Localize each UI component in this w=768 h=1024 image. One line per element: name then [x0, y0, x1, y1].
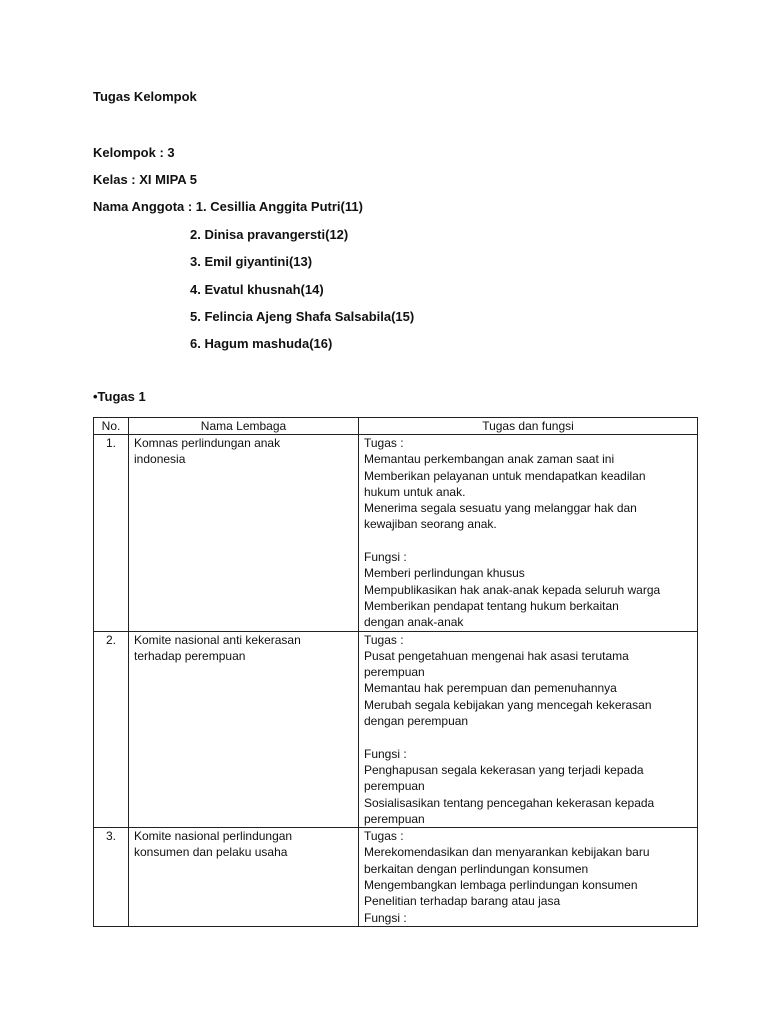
member-name: 6. Hagum mashuda(16)	[190, 336, 333, 351]
table-row	[94, 828, 698, 927]
tugas-fungsi-line: berkaitan dengan perlindungan konsumen	[364, 861, 589, 876]
member-name: 5. Felincia Ajeng Shafa Salsabila(15)	[190, 309, 415, 324]
row-number: 1.	[94, 435, 129, 632]
tugas-fungsi-line: Memberikan pendapat tentang hukum berkaitan	[364, 598, 619, 613]
header-tugas-fungsi: Tugas dan fungsi	[359, 418, 698, 435]
member-name: 4. Evatul khusnah(14)	[190, 282, 324, 297]
header-nama-lembaga: Nama Lembaga	[129, 418, 359, 435]
lembaga-name-line: indonesia	[134, 452, 186, 467]
tugas-fungsi-line: Mengembangkan lembaga perlindungan konsumen	[364, 878, 638, 893]
spacer	[364, 729, 692, 745]
tugas-fungsi-line: dengan perempuan	[364, 714, 469, 729]
lembaga-name-cell	[129, 435, 359, 632]
member-name: 2. Dinisa pravangersti(12)	[190, 227, 349, 242]
lembaga-name-line: Komite nasional perlindungan	[134, 829, 293, 844]
kelompok-line: Kelompok : 3	[93, 145, 175, 160]
tugas-fungsi-line: perempuan	[364, 811, 425, 826]
kelas-line: Kelas : XI MIPA 5	[93, 172, 198, 187]
tugas-fungsi-line: dengan anak-anak	[364, 615, 464, 630]
lembaga-name-line: Komnas perlindungan anak	[134, 436, 281, 450]
tugas-fungsi-line: perempuan	[364, 779, 425, 794]
spacer	[364, 533, 692, 549]
tugas-fungsi-line: Fungsi :	[364, 910, 407, 925]
tugas-fungsi-line: Memantau perkembangan anak zaman saat ini	[364, 452, 615, 467]
tugas-fungsi-line: Mempublikasikan hak anak-anak kepada seluruh warga	[364, 582, 661, 597]
tugas-fungsi-line: Tugas :	[364, 829, 404, 844]
tugas-fungsi-line: hukum untuk anak.	[364, 484, 466, 499]
tugas-fungsi-line: Fungsi :	[364, 550, 407, 565]
tugas-fungsi-line: Memantau hak perempuan dan pemenuhannya	[364, 681, 617, 696]
tugas-fungsi-line: Memberi perlindungan khusus	[364, 566, 525, 581]
member-name: 3. Emil giyantini(13)	[190, 254, 313, 269]
tugas-fungsi-cell	[359, 828, 698, 927]
table-row	[94, 435, 698, 632]
table-header-row	[94, 418, 698, 435]
table-row	[94, 631, 698, 828]
section-heading: •Tugas 1	[93, 389, 146, 404]
row-number: 3.	[94, 828, 129, 927]
tugas-fungsi-line: perempuan	[364, 665, 425, 680]
lembaga-name-line: Komite nasional anti kekerasan	[134, 632, 301, 647]
row-number: 2.	[94, 631, 129, 828]
header-no: No.	[94, 418, 129, 435]
tugas-fungsi-cell	[359, 435, 698, 632]
tugas-fungsi-line: kewajiban seorang anak.	[364, 517, 497, 532]
tugas-fungsi-line: Tugas :	[364, 436, 404, 450]
tugas-fungsi-line: Pusat pengetahuan mengenai hak asasi terutama	[364, 648, 629, 663]
lembaga-name-cell	[129, 631, 359, 828]
tugas-fungsi-line: Fungsi :	[364, 746, 407, 761]
tugas-fungsi-line: Menerima segala sesuatu yang melanggar hak dan	[364, 501, 637, 516]
tugas-fungsi-line: Merekomendasikan dan menyarankan kebijakan baru	[364, 845, 650, 860]
lembaga-table	[93, 417, 698, 927]
tugas-fungsi-cell	[359, 631, 698, 828]
lembaga-name-line: terhadap perempuan	[134, 648, 246, 663]
tugas-fungsi-line: Penelitian terhadap barang atau jasa	[364, 894, 561, 909]
tugas-fungsi-line: Sosialisasikan tentang pencegahan kekerasan kepada	[364, 795, 655, 810]
document-title: Tugas Kelompok	[93, 89, 197, 104]
tugas-fungsi-line: Penghapusan segala kekerasan yang terjadi kepada	[364, 762, 644, 777]
anggota-line: Nama Anggota : 1. Cesillia Anggita Putri(11)	[93, 199, 363, 214]
lembaga-name-cell	[129, 828, 359, 927]
tugas-fungsi-line: Merubah segala kebijakan yang mencegah kekerasan	[364, 697, 652, 712]
tugas-fungsi-line: Tugas :	[364, 632, 404, 647]
tugas-fungsi-line: Memberikan pelayanan untuk mendapatkan keadilan	[364, 468, 646, 483]
lembaga-name-line: konsumen dan pelaku usaha	[134, 845, 288, 860]
